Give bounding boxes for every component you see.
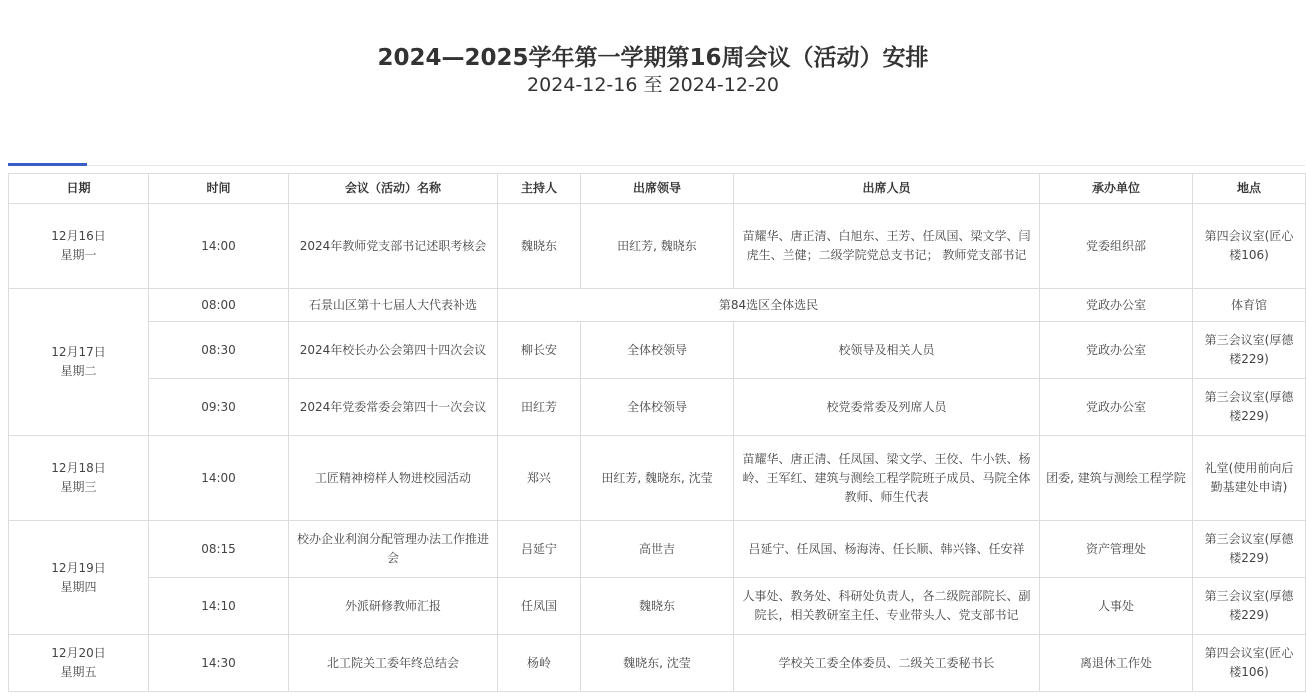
- organizer-cell: 资产管理处: [1040, 521, 1193, 578]
- column-header-time: 时间: [149, 174, 289, 204]
- date-range: 2024-12-16 至 2024-12-20: [527, 74, 779, 96]
- meeting-name-cell: 石景山区第十七届人大代表补选: [289, 289, 498, 322]
- weekday-label: 星期五: [60, 665, 97, 679]
- column-header-name: 会议（活动）名称: [289, 174, 498, 204]
- table-row: [9, 635, 1306, 692]
- attendees-cell: 苗耀华、唐正清、白旭东、王芳、任凤国、梁文学、闫虎生、兰健；二级学院党总支书记； 教师党支部书记: [734, 204, 1040, 289]
- meeting-name-cell: 2024年党委常委会第四十一次会议: [289, 379, 498, 436]
- weekday-label: 星期二: [60, 364, 97, 378]
- meeting-name-cell: 2024年校长办公会第四十四次会议: [289, 322, 498, 379]
- table-row: [9, 289, 1306, 322]
- column-header-host: 主持人: [498, 174, 581, 204]
- leaders-cell: 全体校领导: [581, 322, 734, 379]
- weekday-label: 星期一: [60, 248, 97, 262]
- table-row: [9, 204, 1306, 289]
- meeting-name-cell: 北工院关工委年终总结会: [289, 635, 498, 692]
- time-cell: 14:30: [149, 635, 289, 692]
- schedule-table: [8, 173, 1306, 692]
- leaders-cell: 全体校领导: [581, 379, 734, 436]
- host-cell: 郑兴: [498, 436, 581, 521]
- location-cell: 礼堂(使用前向后勤基建处申请): [1193, 436, 1306, 521]
- table-row: [9, 322, 1306, 379]
- location-cell: 第三会议室(厚德楼229): [1193, 578, 1306, 635]
- attendees-cell: 校党委常委及列席人员: [734, 379, 1040, 436]
- organizer-cell: 党政办公室: [1040, 289, 1193, 322]
- location-cell: 第三会议室(厚德楼229): [1193, 379, 1306, 436]
- host-cell: 柳长安: [498, 322, 581, 379]
- date-label: 12月19日: [51, 560, 106, 575]
- date-cell: [9, 436, 149, 521]
- attendees-cell: 人事处、教务处、科研处负责人，各二级院部院长、副院长，相关教研室主任、专业带头人、党支部书记: [734, 578, 1040, 635]
- leaders-cell: 田红芳, 魏晓东, 沈莹: [581, 436, 734, 521]
- host-cell: 任凤国: [498, 578, 581, 635]
- date-cell: [9, 289, 149, 436]
- table-row: [9, 379, 1306, 436]
- weekday-label: 星期四: [60, 579, 97, 594]
- column-header-location: 地点: [1193, 174, 1306, 204]
- page-title: 2024—2025学年第一学期第16周会议（活动）安排: [377, 45, 929, 71]
- time-cell: 08:15: [149, 521, 289, 578]
- organizer-cell: 党政办公室: [1040, 322, 1193, 379]
- location-cell: 第四会议室(匠心楼106): [1193, 635, 1306, 692]
- host-cell: 魏晓东: [498, 204, 581, 289]
- meeting-name-cell: 工匠精神榜样人物进校园活动: [289, 436, 498, 521]
- column-header-date: 日期: [9, 174, 149, 204]
- location-cell: 第三会议室(厚德楼229): [1193, 322, 1306, 379]
- time-cell: 14:10: [149, 578, 289, 635]
- leaders-cell: 田红芳, 魏晓东: [581, 204, 734, 289]
- date-label: 12月20日: [51, 646, 106, 660]
- attendees-cell: 苗耀华、唐正清、任凤国、梁文学、王佼、牛小铁、杨岭、王军红、建筑与测绘工程学院班子成员、马院全体教师、师生代表: [734, 436, 1040, 521]
- organizer-cell: 离退休工作处: [1040, 635, 1193, 692]
- table-row: [9, 436, 1306, 521]
- date-label: 12月18日: [51, 461, 106, 475]
- date-cell: [9, 635, 149, 692]
- column-header-attendees: 出席人员: [734, 174, 1040, 204]
- attendees-cell: 第84选区全体选民: [498, 289, 1040, 322]
- meeting-name-cell: 2024年教师党支部书记述职考核会: [289, 204, 498, 289]
- date-cell: [9, 521, 149, 635]
- host-cell: 吕延宁: [498, 521, 581, 578]
- table-row: [9, 521, 1306, 578]
- organizer-cell: 党政办公室: [1040, 379, 1193, 436]
- meeting-name-cell: 校办企业利润分配管理办法工作推进会: [289, 521, 498, 578]
- organizer-cell: 团委, 建筑与测绘工程学院: [1040, 436, 1193, 521]
- column-header-leaders: 出席领导: [581, 174, 734, 204]
- table-header-row: [9, 174, 1306, 204]
- active-tab-indicator[interactable]: [8, 163, 87, 166]
- leaders-cell: 魏晓东: [581, 578, 734, 635]
- attendees-cell: 学校关工委全体委员、二级关工委秘书长: [734, 635, 1040, 692]
- meeting-name-cell: 外派研修教师汇报: [289, 578, 498, 635]
- date-label: 12月16日: [51, 229, 106, 243]
- attendees-cell: 吕延宁、任凤国、杨海涛、任长顺、韩兴锋、任安祥: [734, 521, 1040, 578]
- weekday-label: 星期三: [60, 480, 97, 494]
- date-cell: [9, 204, 149, 289]
- date-label: 12月17日: [51, 345, 106, 359]
- leaders-cell: 高世吉: [581, 521, 734, 578]
- tab-divider: [8, 165, 1305, 166]
- location-cell: 第三会议室(厚德楼229): [1193, 521, 1306, 578]
- time-cell: 14:00: [149, 436, 289, 521]
- organizer-cell: 党委组织部: [1040, 204, 1193, 289]
- location-cell: 体育馆: [1193, 289, 1306, 322]
- location-cell: 第四会议室(匠心楼106): [1193, 204, 1306, 289]
- time-cell: 08:30: [149, 322, 289, 379]
- attendees-cell: 校领导及相关人员: [734, 322, 1040, 379]
- time-cell: 09:30: [149, 379, 289, 436]
- table-row: [9, 578, 1306, 635]
- host-cell: 杨岭: [498, 635, 581, 692]
- host-cell: 田红芳: [498, 379, 581, 436]
- time-cell: 08:00: [149, 289, 289, 322]
- column-header-organizer: 承办单位: [1040, 174, 1193, 204]
- time-cell: 14:00: [149, 204, 289, 289]
- organizer-cell: 人事处: [1040, 578, 1193, 635]
- leaders-cell: 魏晓东, 沈莹: [581, 635, 734, 692]
